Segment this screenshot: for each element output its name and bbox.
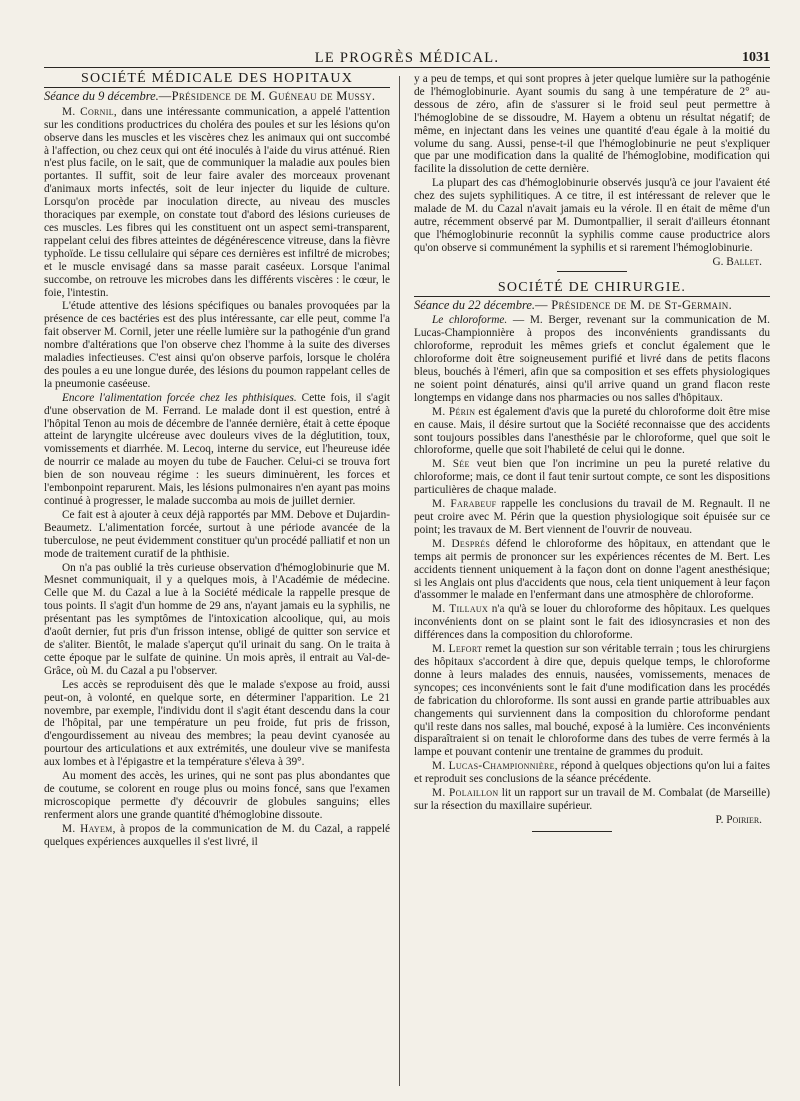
paragraph [44,679,390,769]
paragraph [44,300,390,390]
paragraph-text: Au moment des accès, les urines, qui ne sont pas plus abondantes que de coutume, se colorent en rouge plus ou moins foncé, sans que l'examen microscopique permette d'y découvrir de globules sanguins; elles renferment alors une grande quantité d'hémoglobine dissoute. [44,770,390,821]
paragraph [414,643,770,759]
paragraph-text: remet la question sur son véritable terrain ; tous les chirurgiens des hôpitaux s'accordent à dire que, depuis quelque temps, le chloroforme donne à leurs malades des ennuis, nausées, vomissements, menaces de syncopes; ces inconvénients sont le fait d'une modification dans les procédés de fabrication du chloroforme. Ils sont aussi en grande partie attribuables aux changements qui surviennent dans la composition du chloroforme pendant qu'il reste dans nos salles, mal bouché, exposé à la lumière. Ces inconvénients disparaîtraient si on tenait le chloroforme dans des tubes de verre fermés à la lampe et pouvant contenir une trentaine de grammes du produit. [414,643,770,759]
seance-presidency: — Présidence de M. de St-Germain. [535,297,732,312]
paragraph-text: L'étude attentive des lésions spécifiques ou banales provoquées par la présence de ces bactéries est des plus intéressante, car elle peut, comme l'a fait observer M. Cornil, jeter une réelle lumière sur la pathogénie d'un grand nombre d'altérations que l'on observe chez l'homme à la suite des diverses maladies infectieuses. C'est ainsi qu'on observe parfois, lorsque le choléra des poules a eu une longue durée, des lésions du poumon rappelant celles de la pneumonie caséeuse. [44,300,390,390]
paragraph-lead: M. Polaillon [432,787,499,800]
paragraph-text: y a peu de temps, et qui sont propres à jeter quelque lumière sur la pathogénie de l'hémoglobinurie. Ayant soumis du sang à une température de 2° au-dessous de zéro, afin de s'assurer si le froid seul peut permettre à l'hémoglobine de se dissoudre, M. Hayem a obtenu un résultat négatif; de même, en injectant dans les veines une quantité d'eau égale à la moitié du volume du sang. Aussi, pense-t-il que l'hémoglobinurie ne peut s'expliquer que par une modification dans la qualité de l'hémoglobine, modification qui facilite la dissolution de cette dernière. [414,73,770,176]
paragraph-text: défend le chloroforme des hôpitaux, en attendant que le temps ait permis de prononcer sur les expériences récentes de M. Bert. Les accidents tiennent uniquement à la façon dont on donne l'agent anesthésique; si les Anglais ont plus d'accidents que nous, cela tient uniquement à leur façon d'assommer le malade en l'enfermant dans une atmosphère de chloroforme. [414,537,770,602]
end-rule [532,831,612,832]
paragraph [414,458,770,497]
paragraph-text: La plupart des cas d'hémoglobinurie observés jusqu'à ce jour l'avaient été chez des sujets syphilitiques. A ce titre, il est intéressant de relever que le malade de M. du Cazal n'avait jamais eu la vérole. Il en était de même d'un autre, récemment observé par M. Dumontpallier, il serait d'ailleurs étonnant que l'hémoglobinurie reconnût la syphilis comme cause productrice alors qu'on observe si communément la syphilis et si rarement l'hémoglobinurie. [414,177,770,254]
separator-rule [557,271,627,272]
paragraph [414,314,770,404]
paragraph-text: veut bien que l'on incrimine un peu la pureté relative du chloroforme; mais, ce dont il faut tenir surtout compte, ce sont les dispositions particulières de chaque malade. [414,458,770,497]
paragraph-text: Les accès se reproduisent dès que le malade s'expose au froid, aussi peut-on, à volonté, en quelque sorte, en déterminer l'apparition. Le 21 novembre, par exemple, l'individu dont il s'agit étant descendu dans la cour de l'hôpital, par une température un peu froide, fut pris de frisson, d'engourdissement au niveau des membres; la peau devint cyanosée au pourtour des articulations et aux extrémités, une douleur vive se manifesta aux lombes et à l'épigastre et la température s'éleva à 39°. [44,678,390,769]
paragraph-text: est également d'avis que la pureté du chloroforme doit être mise en cause. Mais, il désire surtout que la Société reconnaisse que des accidents sont toujours possibles dans l'anesthésie par le chloroforme, quel que soit le chloroforme, quelle que soit l'habileté de celui qui le donne. [414,405,770,457]
paragraph [44,770,390,822]
paragraph [414,177,770,254]
paragraph-text: Ce fait est à ajouter à ceux déjà rapportés par MM. Debove et Dujardin-Beaumetz. L'alimentation forcée, surtout à une période avancée de la tuberculose, ne peut évidemment constituer qu'un procédé palliatif et non un mode de traitement curatif de la phthisie. [44,508,390,560]
paragraph-lead: M. Sée [432,458,470,471]
section-heading-societe-chirurgie: SOCIÉTÉ DE CHIRURGIE. [414,282,770,297]
paragraph-lead: M. Farabeuf [432,498,497,511]
paragraph [44,106,390,300]
right-column [414,73,770,832]
paragraph [414,538,770,603]
paragraph [44,509,390,561]
paragraph-text: On n'a pas oublié la très curieuse observation d'hémoglobinurie que M. Mesnet communiquait, il y a quelques mois, à l'Académie de médecine. Celle que M. du Cazal a lue à la Société médicale la rappelle presque de tous points. Il s'agit d'un homme de 29 ans, n'ayant jamais eu la syphilis, ne présentant pas les symptômes de l'intoxication alcoolique, qui, au mois d'août dernier, fut pris d'un frisson intense, obligé de quitter son service et de s'aliter. Bientôt, le malade s'aperçut qu'il urinait du sang. On le traita à cette époque par le sulfate de quinine. Un mois après, il entrait au Val-de-Grâce, où M. du Cazal a pu l'observer. [44,561,390,677]
paragraph-lead: Encore l'alimentation forcée chez les phthisiques. [62,391,297,404]
seance-presidency: —Présidence de M. Guéneau de Mussy. [158,88,376,103]
left-column [44,73,390,849]
section-heading-societe-medicale: SOCIÉTÉ MÉDICALE DES HOPITAUX [44,73,390,88]
paragraph-text: n'a qu'à se louer du chloroforme des hôpitaux. Les quelques inconvénients dont on se plaint sont le fait des idiosyncrasies et non des différences dans la composition du chloroforme. [414,603,770,642]
signature-poirier: P. Poirier. [715,813,762,826]
paragraph-lead: M. Després [432,537,491,550]
paragraph-lead: M. Cornil, [62,105,118,118]
paragraph-lead: M. Hayem, [62,822,116,835]
paragraph [44,562,390,678]
paragraph [44,823,390,849]
running-head [44,47,770,68]
paragraph [44,392,390,508]
paragraph [414,406,770,458]
page-number: 1031 [742,50,770,65]
paragraph-text: Cette fois, il s'agit d'une observation de M. Ferrand. Le malade dont il est question, entré à l'hôpital Tenon au mois de décembre de l'année dernière, était à cette époque atteint de laryngite ulcéreuse avec douleurs vives de la déglutition, toux, vomissements et diarrhée. M. Lecoq, interne du service, eut l'heureuse idée de nourrir ce malade au moyen du tube de Faucher. Celui-ci se trouva fort bien de son nouveau régime : les sueurs diminuèrent, les forces et l'embonpoint reparurent. Mais, les lésions pulmonaires n'en ayant pas moins continué à progresser, le malade succomba au mois de juillet dernier. [44,391,390,507]
paragraph-text: répond à quelques objections qu'on lui a faites et reproduit ses conclusions de la séance précédente. [414,760,770,786]
signature-ballet: G. Ballet. [712,255,762,268]
paragraph [414,603,770,642]
paragraph-lead: M. Périn [432,405,476,418]
column-divider [399,76,400,1086]
journal-title: LE PROGRÈS MÉDICAL. [314,50,500,66]
seance-line [44,90,390,103]
paragraph-lead: Le chloroforme. [432,314,508,327]
paragraph [414,760,770,786]
paragraph-text: dans une intéressante communication, a appelé l'attention sur les conditions productrices du choléra des poules et sur les lésions qu'on observe dans les muscles et les viscères chez les animaux qui ont succombé à l'affection, ou chez ceux qui ont été inoculés à l'aide du virus atténué. Rien n'est plus facile, on le sait, que de communiquer la maladie aux poules bien portantes. Il suffit, soit de leur faire avaler des morceaux provenant d'animaux morts infectés, soit de leur injecter du liquide de culture. Lorsqu'on procède par inoculation directe, au niveau des muscles thoraciques par exemple, on constate tout d'abord des lésions curieuses de ces muscles. Les fibres qui les constituent ont un aspect semi-transparent, rappelant celui des fibres atteintes de dégénérescence vitreuse, dans la fièvre typhoïde. Le tissu cellulaire qui sépare ces dernières est infiltré de microbes; et le muscle envisagé dans sa masse parait caséeux. Lorsque l'animal succombe, on retrouve les microbes dans les différents viscères : le cœur, le foie, l'intestin. [44,105,391,299]
paragraph [414,498,770,537]
paragraph [414,787,770,813]
seance-date: Séance du 22 décembre. [414,297,536,312]
paragraph-lead: M. Lefort [432,643,483,656]
paragraph-text: à propos de la communication de M. du Cazal, a rappelé quelques expériences auxquelles il s'est livré, il [44,822,390,848]
paragraph-text: — M. Berger, revenant sur la communication de M. Lucas-Championnière à propos des inconvénients grandissants du chloroforme, reproduit les mêmes griefs et conclut également que le chloroforme doit être soigneusement purifié et livré dans de petits flacons bleus, bouchés à l'émeri, afin que sa composition et ses effets physiologiques ne soient point dénaturés, ainsi qu'il arrive quand un grand flacon reste longtemps en vidange dans nos pharmacies ou nos salles d'hôpitaux. [414,314,770,404]
paragraph-continuation [414,73,770,176]
paragraph-lead: M. Tillaux [432,603,489,616]
seance-date: Séance du 9 décembre. [44,88,159,103]
paragraph-text: lit un rapport sur un travail de M. Combalat (de Marseille) sur la résection du maxillaire supérieur. [414,787,770,812]
seance-line [414,299,770,312]
paragraph-text: rappelle les conclusions du travail de M. Regnault. Il ne peut croire avec M. Périn que la question physiologique soit épuisée sur ce point; les travaux de M. Bert viennent de l'ouvrir de nouveau. [414,498,770,536]
paragraph-lead: M. Lucas-Championnière, [432,760,558,773]
